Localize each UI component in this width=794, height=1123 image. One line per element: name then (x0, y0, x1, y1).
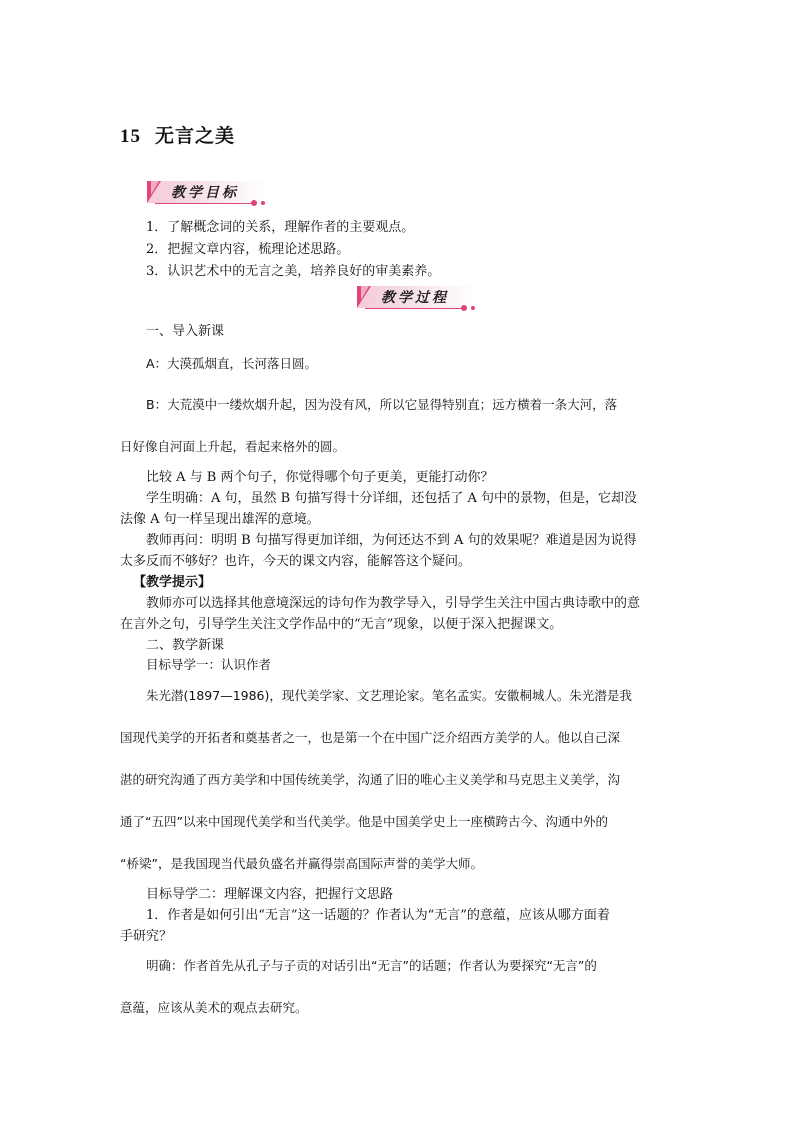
author-line: 通了“五四”以来中国现代美学和当代美学。他是中国美学史上一座横跨古今、沟通中外的 (120, 814, 608, 829)
question-line: 1．作者是如何引出“无言”这一话题的？作者认为“无言”的意蕴，应该从哪方面着 (146, 908, 610, 923)
sentence-a: A：大漠孤烟直，长河落日圆。 (146, 356, 318, 371)
tip-line: 在言外之句，引导学生关注文学作品中的“无言”现象，以便于深入把握课文。 (120, 617, 563, 632)
lesson-title-text: 无言之美 (155, 125, 236, 147)
lesson-title (120, 121, 235, 148)
sentence-b-line: B：大荒漠中一缕炊烟升起，因为没有风，所以它显得特别直；远方横着一条大河，落 (146, 397, 618, 412)
process-banner-label: 教学过程 (381, 290, 449, 306)
goal-item: 2．把握文章内容，梳理论述思路。 (146, 242, 350, 257)
section-heading: 二、教学新课 (146, 638, 225, 653)
lesson-number: 15 (120, 126, 141, 147)
teacher-question-line: 教师再问：明明 B 句描写得更加详细，为何还达不到 A 句的效果呢？难道是因为说得 (146, 533, 637, 548)
goals-banner (147, 181, 267, 205)
goal-item: 3．认识艺术中的无言之美，培养良好的审美素养。 (146, 264, 441, 279)
process-banner (357, 286, 477, 310)
sentence-b-line: 日好像自河面上升起，看起来格外的圆。 (120, 439, 346, 454)
answer-line: 明确：作者首先从孔子与子贡的对话引出“无言”的话题；作者认为要探究“无言”的 (146, 958, 597, 973)
answer-line: 意蕴，应该从美术的观点去研究。 (120, 1000, 308, 1015)
author-line: 国现代美学的开拓者和奠基者之一，也是第一个在中国广泛介绍西方美学的人。他以自己深 (120, 730, 621, 745)
tip-heading: 【教学提示】 (133, 575, 212, 590)
guide-heading: 目标导学二：理解课文内容，把握行文思路 (146, 887, 394, 902)
author-line: 湛的研究沟通了西方美学和中国传统美学，沟通了旧的唯心主义美学和马克思主义美学，沟 (120, 772, 621, 787)
question-line: 手研究？ (120, 929, 173, 944)
compare-question: 比较 A 与 B 两个句子，你觉得哪个句子更美，更能打动你？ (146, 470, 494, 485)
teacher-question-line: 太多反而不够好？也许，今天的课文内容，能解答这个疑问。 (120, 554, 472, 569)
guide-heading: 目标导学一：认识作者 (146, 657, 272, 672)
author-line: 朱光潜(1897—1986)，现代美学家、文艺理论家。笔名孟实。安徽桐城人。朱光潜是我 (146, 688, 632, 703)
student-answer-line: 法像 A 句一样呈现出雄浑的意境。 (120, 512, 320, 527)
author-line: “桥梁”，是我国现当代最负盛名并赢得崇高国际声誉的美学大师。 (120, 856, 483, 871)
goals-banner-label: 教学目标 (171, 185, 239, 201)
student-answer-line: 学生明确：A 句，虽然 B 句描写得十分详细，还包括了 A 句中的景物，但是，它却没 (146, 491, 637, 506)
goal-item: 1．了解概念词的关系，理解作者的主要观点。 (146, 220, 415, 235)
section-heading: 一、导入新课 (146, 324, 225, 339)
tip-line: 教师亦可以选择其他意境深远的诗句作为教学导入，引导学生关注中国古典诗歌中的意 (146, 596, 641, 611)
